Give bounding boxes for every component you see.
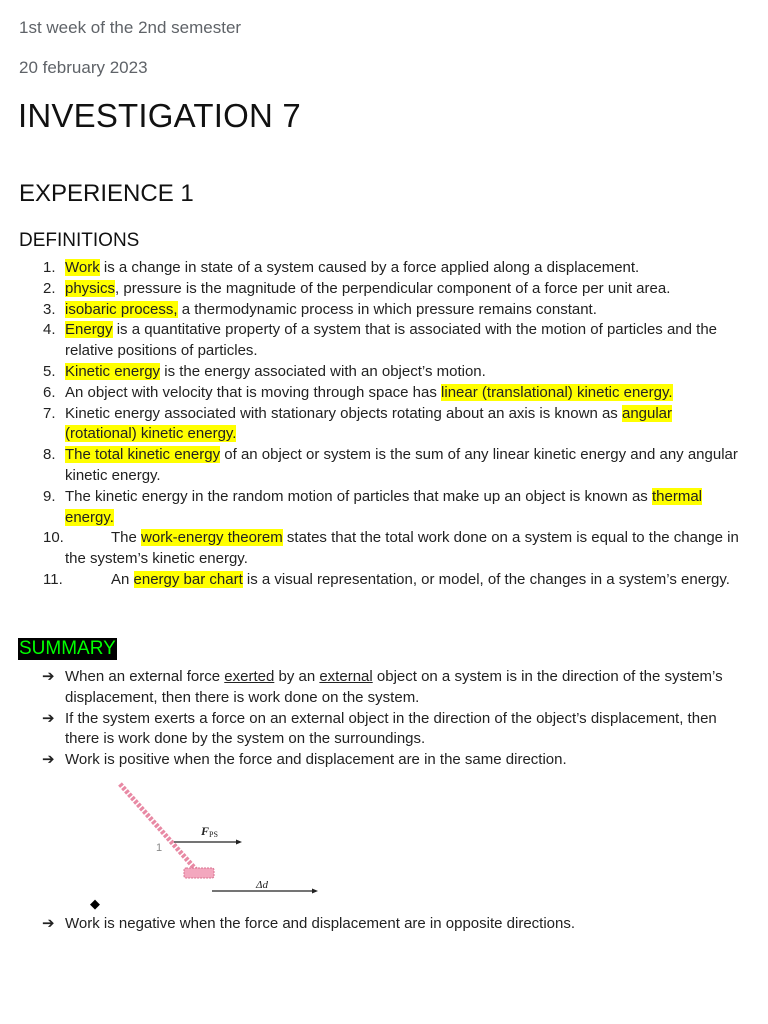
highlight: thermal energy. bbox=[65, 487, 703, 526]
underlined-text: exerted bbox=[224, 668, 275, 685]
arrow-bullet-icon: ➔ bbox=[42, 709, 55, 727]
definition-text: is the energy associated with an object’s motion. bbox=[160, 362, 486, 380]
item-number: 2. bbox=[43, 279, 56, 297]
definition-item bbox=[0, 404, 760, 446]
summary-text: by an bbox=[274, 668, 320, 685]
definition-text: An bbox=[111, 570, 134, 588]
definitions-list bbox=[0, 258, 760, 591]
definition-text: An object with velocity that is moving through space has bbox=[65, 383, 442, 401]
definition-text: states that the total work done on a system is equal to the change in the system’s kinetic energy. bbox=[65, 529, 739, 568]
force-subscript: PS bbox=[209, 830, 218, 839]
highlight: isobaric process, bbox=[65, 300, 178, 318]
summary-text: Work is negative when the force and displacement are in opposite directions. bbox=[65, 915, 576, 932]
item-number: 11. bbox=[43, 570, 63, 588]
summary-text: object on a system is in the direction of the system’s displacement, then there is work done on the system. bbox=[65, 668, 723, 706]
box-object bbox=[184, 868, 214, 878]
summary-text: When an external force bbox=[65, 668, 225, 685]
item-number: 10. bbox=[43, 529, 64, 547]
page-title: INVESTIGATION 7 bbox=[18, 97, 301, 134]
date-label: 20 february 2023 bbox=[19, 58, 148, 77]
week-label: 1st week of the 2nd semester bbox=[19, 18, 242, 37]
summary-item bbox=[0, 709, 760, 751]
highlight: Work bbox=[65, 259, 100, 276]
highlight: work-energy theorem bbox=[141, 529, 283, 547]
force-label: F bbox=[201, 824, 210, 838]
force-displacement-figure bbox=[112, 780, 332, 898]
rope-line bbox=[120, 784, 198, 872]
arrow-bullet-icon: ➔ bbox=[42, 915, 55, 932]
force-arrowhead-icon bbox=[236, 840, 242, 845]
definition-item bbox=[0, 300, 760, 321]
summary-item bbox=[0, 667, 760, 709]
definition-item bbox=[0, 320, 760, 362]
definition-text: is a change in state of a system caused by a force applied along a displacement. bbox=[99, 259, 640, 276]
definition-item bbox=[0, 528, 760, 570]
highlight: The total kinetic energy bbox=[65, 446, 221, 464]
underlined-text: external bbox=[319, 668, 373, 685]
definition-item bbox=[0, 383, 760, 404]
highlight: physics bbox=[65, 279, 116, 297]
item-number: 5. bbox=[43, 362, 56, 380]
highlight: energy bar chart bbox=[133, 570, 243, 588]
highlight: Energy bbox=[65, 321, 113, 339]
definition-item bbox=[0, 445, 760, 487]
arrow-bullet-icon: ➔ bbox=[42, 668, 55, 685]
definition-text: The bbox=[111, 529, 142, 547]
diamond-bullet-icon: ◆ bbox=[90, 896, 100, 911]
summary-heading: SUMMARY bbox=[19, 638, 116, 659]
arrow-bullet-icon: ➔ bbox=[42, 751, 55, 769]
summary-list bbox=[0, 667, 760, 771]
definition-text: a thermodynamic process in which pressure remains constant. bbox=[177, 300, 597, 318]
item-number: 8. bbox=[43, 446, 56, 464]
definition-item bbox=[0, 487, 760, 529]
item-number: 9. bbox=[43, 487, 56, 505]
displacement-label: Δd bbox=[256, 879, 268, 891]
definition-item bbox=[0, 258, 760, 279]
definition-item bbox=[0, 362, 760, 383]
definition-text: is a quantitative property of a system that is associated with the motion of particles and the relative positions of particles. bbox=[65, 321, 718, 360]
highlight: angular (rotational) kinetic energy. bbox=[65, 404, 673, 443]
highlight: linear (translational) kinetic energy. bbox=[441, 383, 673, 401]
definition-text: is a visual representation, or model, of the changes in a system’s energy. bbox=[242, 570, 730, 588]
item-number: 6. bbox=[43, 383, 56, 401]
item-number: 4. bbox=[43, 321, 56, 339]
definition-item bbox=[0, 279, 760, 300]
definition-text: of an object or system is the sum of any linear kinetic energy and any angular kinetic energy. bbox=[65, 446, 738, 484]
item-number: 3. bbox=[43, 300, 56, 318]
item-number: 1. bbox=[43, 259, 56, 276]
section-heading: EXPERIENCE 1 bbox=[19, 180, 194, 207]
figure-marker: 1 bbox=[156, 842, 163, 854]
definitions-heading: DEFINITIONS bbox=[19, 230, 140, 251]
summary-text: Work is positive when the force and displacement are in the same direction. bbox=[65, 751, 567, 769]
definition-item bbox=[0, 570, 760, 591]
summary-text: If the system exerts a force on an external object in the direction of the object’s displacement, then there is work done by the system on the surroundings. bbox=[65, 709, 717, 748]
definition-text: , pressure is the magnitude of the perpendicular component of a force per unit area. bbox=[115, 279, 671, 297]
item-number: 7. bbox=[43, 404, 56, 422]
definition-text: Kinetic energy associated with stationary objects rotating about an axis is known as bbox=[65, 404, 622, 422]
displacement-arrowhead-icon bbox=[312, 889, 318, 894]
definition-text: The kinetic energy in the random motion of particles that make up an object is known as bbox=[65, 487, 652, 505]
highlight: Kinetic energy bbox=[65, 362, 161, 380]
summary-item bbox=[0, 750, 760, 771]
